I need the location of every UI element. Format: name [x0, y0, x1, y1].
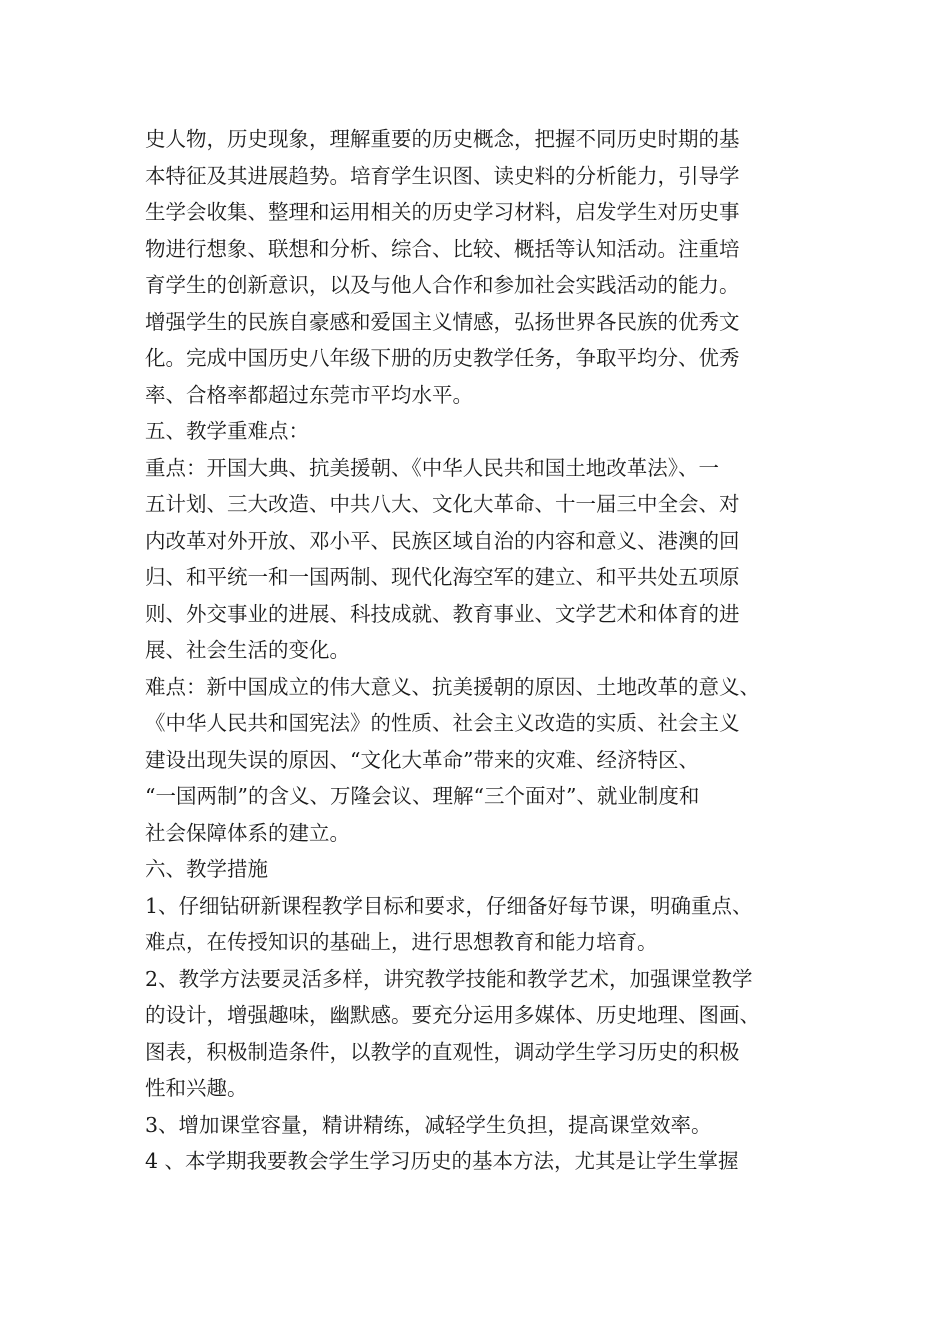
body-line: 社会保障体系的建立。: [145, 820, 350, 845]
document-body: [145, 121, 810, 1180]
section-heading: 五、教学重难点：: [145, 419, 309, 443]
body-line: 五计划、三大改造、中共八大、文化大革命、十一届三中全会、对: [145, 492, 740, 516]
body-line: 化。完成中国历史八年级下册的历史教学任务，争取平均分、优秀: [145, 346, 740, 370]
body-line: 《中华人民共和国宪法》的性质、社会主义改造的实质、社会主义: [145, 711, 740, 735]
body-line: “一国两制”的含义、万隆会议、理解“三个面对”、就业制度和: [145, 784, 700, 808]
body-line: 1、仔细钻研新课程教学目标和要求，仔细备好每节课，明确重点、: [145, 893, 753, 918]
body-line: 增强学生的民族自豪感和爱国主义情感，弘扬世界各民族的优秀文: [145, 309, 740, 334]
body-line: 的设计，增强趣味，幽默感。要充分运用多媒体、历史地理、图画、: [145, 1003, 760, 1027]
body-line: 物进行想象、联想和分析、综合、比较、概括等认知活动。注重培: [145, 236, 740, 261]
body-line: 本特征及其进展趋势。培育学生识图、读史料的分析能力，引导学: [145, 163, 740, 188]
section-heading: 六、教学措施: [145, 857, 268, 881]
body-line: 展、社会生活的变化。: [145, 638, 350, 662]
body-line: 重点：开国大典、抗美援朝、《中华人民共和国土地改革法》、一: [145, 455, 719, 480]
body-line: 难点，在传授知识的基础上，进行思想教育和能力培育。: [145, 930, 658, 954]
body-line: 率、合格率都超过东莞市平均水平。: [145, 382, 473, 407]
body-line: 难点：新中国成立的伟大意义、抗美援朝的原因、土地改革的意义、: [145, 674, 760, 699]
body-line: 性和兴趣。: [145, 1076, 248, 1100]
body-line: 图表，积极制造条件，以教学的直观性，调动学生学习历史的积极: [145, 1039, 740, 1064]
body-line: 归、和平统一和一国两制、现代化海空军的建立、和平共处五项原: [145, 565, 740, 589]
body-line: 建设出现失误的原因、“文化大革命”带来的灾难、经济特区、: [145, 747, 699, 772]
body-line: 2、教学方法要灵活多样，讲究教学技能和教学艺术，加强课堂教学: [145, 966, 753, 991]
body-line: 内改革对外开放、邓小平、民族区域自治的内容和意义、港澳的回: [145, 528, 740, 553]
body-line: 4 、本学期我要教会学生学习历史的基本方法，尤其是让学生掌握: [145, 1149, 739, 1173]
body-line: 史人物，历史现象，理解重要的历史概念，把握不同历史时期的基: [145, 127, 740, 151]
body-line: 育学生的创新意识，以及与他人合作和参加社会实践活动的能力。: [145, 273, 740, 297]
body-line: 生学会收集、整理和运用相关的历史学习材料，启发学生对历史事: [145, 200, 740, 224]
body-line: 3、增加课堂容量，精讲精练，减轻学生负担，提高课堂效率。: [145, 1112, 712, 1137]
body-line: 则、外交事业的进展、科技成就、教育事业、文学艺术和体育的进: [145, 601, 740, 626]
